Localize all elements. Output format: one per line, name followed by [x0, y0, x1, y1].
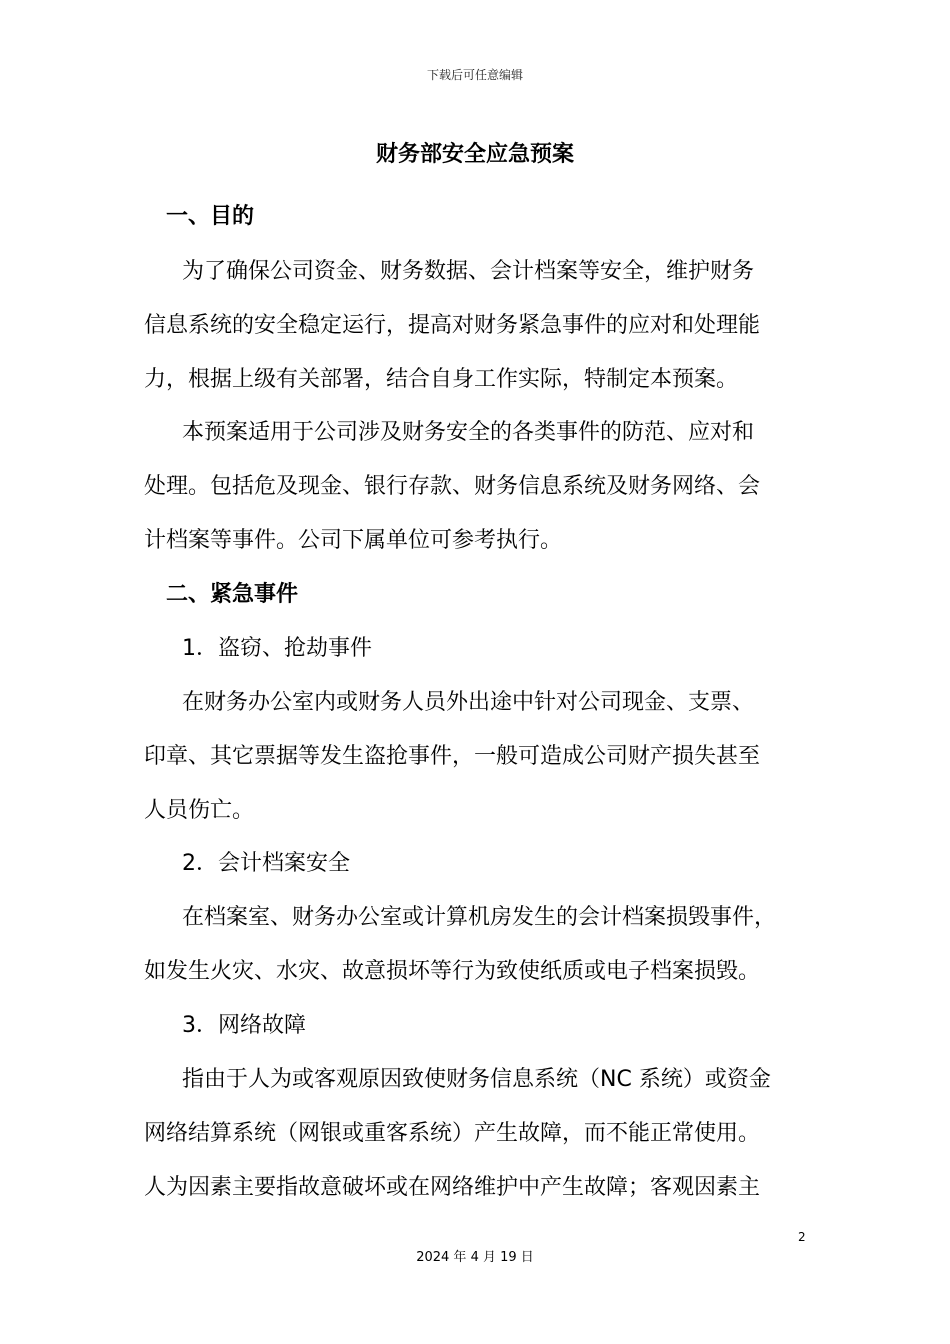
paragraph-line: 力，根据上级有关部署，结合自身工作实际，特制定本预案。 [144, 367, 739, 392]
paragraph-line: 人员伤亡。 [144, 798, 255, 823]
paragraph-line: 信息系统的安全稳定运行，提高对财务紧急事件的应对和处理能 [144, 313, 761, 338]
paragraph-line: 印章、其它票据等发生盗抢事件，一般可造成公司财产损失甚至 [144, 744, 761, 769]
page-number: 2 [798, 1230, 806, 1244]
item-title-theft: 1．盗窃、抢劫事件 [182, 636, 372, 661]
section-heading-purpose: 一、目的 [166, 204, 255, 229]
section-heading-emergency-events: 二、紧急事件 [166, 582, 299, 607]
paragraph-line: 计档案等事件。公司下属单位可参考执行。 [144, 528, 563, 553]
footer-date: 2024 年 4 月 19 日 [416, 1250, 534, 1265]
paragraph-line: 如发生火灾、水灾、故意损坏等行为致使纸质或电子档案损毁。 [144, 959, 761, 984]
paragraph-line: 在财务办公室内或财务人员外出途中针对公司现金、支票、 [182, 690, 755, 715]
header-note: 下载后可任意编辑 [426, 68, 523, 82]
document-title: 财务部安全应急预案 [375, 142, 574, 167]
paragraph-line: 为了确保公司资金、财务数据、会计档案等安全，维护财务 [182, 259, 755, 284]
paragraph-line: 指由于人为或客观原因致使财务信息系统（NC 系统）或资金 [182, 1067, 771, 1092]
item-title-archive-safety: 2．会计档案安全 [182, 851, 350, 876]
paragraph-line: 在档案室、财务办公室或计算机房发生的会计档案损毁事件， [182, 905, 777, 930]
paragraph-line: 人为因素主要指故意破坏或在网络维护中产生故障；客观因素主 [144, 1175, 761, 1200]
paragraph-line: 网络结算系统（网银或重客系统）产生故障，而不能正常使用。 [144, 1121, 761, 1146]
paragraph-line: 处理。包括危及现金、银行存款、财务信息系统及财务网络、会 [144, 474, 761, 499]
item-title-network-failure: 3．网络故障 [182, 1013, 306, 1038]
paragraph-line: 本预案适用于公司涉及财务安全的各类事件的防范、应对和 [182, 420, 755, 445]
